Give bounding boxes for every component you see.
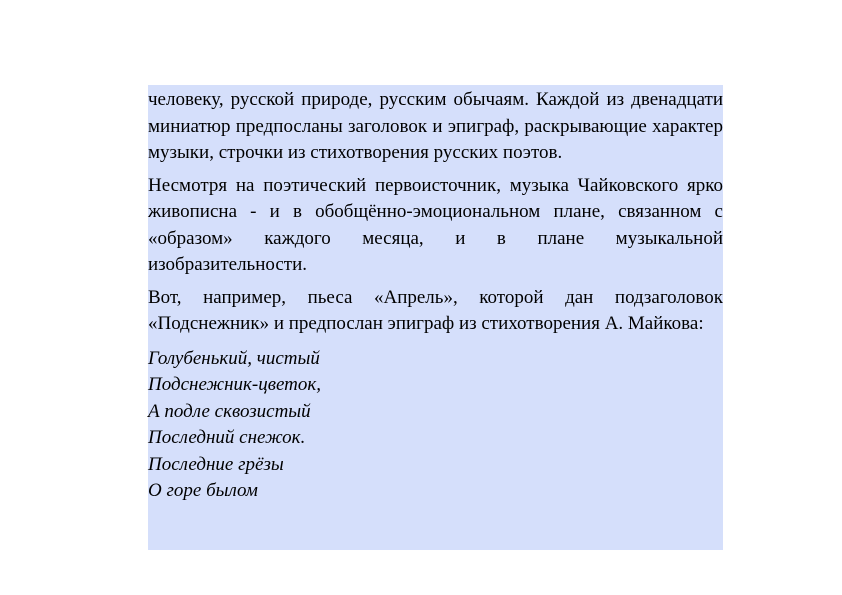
paragraph-2: Несмотря на поэтический первоисточник, музыка Чайковского ярко живописна - и в обобщённо-эмоциональном плане, связанном с «образом» каждого месяца, и в плане музыкальной изобразительности. — [148, 174, 723, 275]
paragraph-1: человеку, русской природе, русским обычаям. Каждой из двенадцати миниатюр предпосланы заголовок и эпиграф, раскрывающие характер музыки, строчки из стихотворения русских поэтов. — [148, 89, 723, 163]
paragraph-3: Вот, например, пьеса «Апрель», которой дан подзаголовок «Подснежник» и предпослан эпиграф из стихотворения А. Майкова: — [148, 286, 723, 334]
poem-line-5: Последние грёзы — [148, 453, 284, 475]
poem-line-3: А подле сквозистый — [148, 400, 311, 422]
poem-line-6: О горе былом — [148, 480, 258, 501]
poem-line-4: Последний снежок. — [148, 427, 306, 448]
poem-line-2: Подснежник-цветок, — [148, 374, 322, 395]
poem-line-1: Голубенький, чистый — [148, 347, 320, 369]
text-block — [148, 85, 723, 550]
poem-epigraph — [148, 346, 723, 505]
